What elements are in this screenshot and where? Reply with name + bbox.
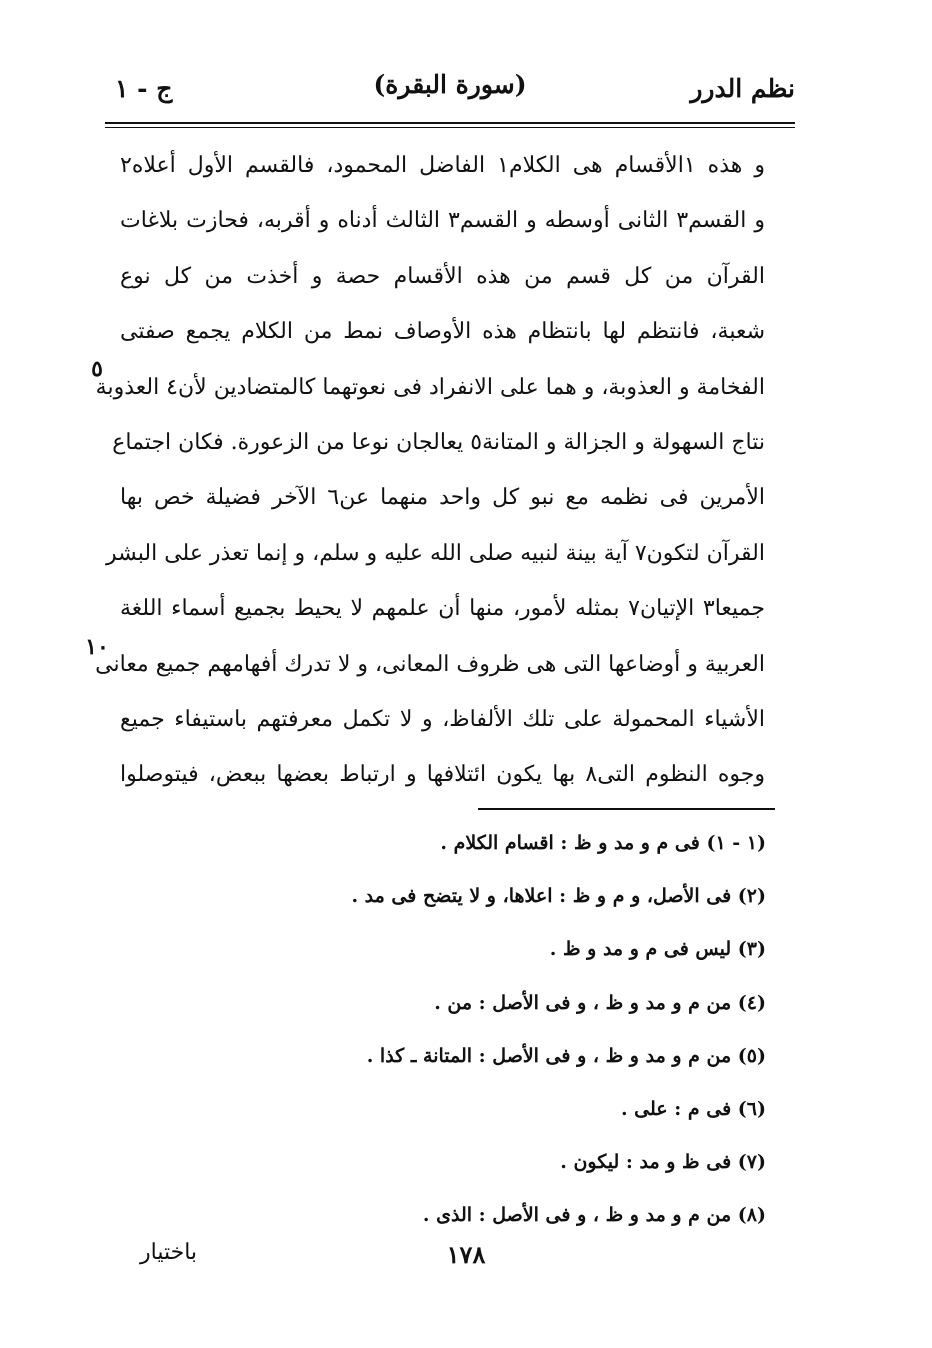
footnote: (٥) من م و مد و ظ ، و فى الأصل : المتانة ـ كذا . <box>366 1044 766 1067</box>
text-line: شعبة، فانتظم لها بانتظام هذه الأوصاف نمط من الكلام يجمع صفتى <box>120 319 765 345</box>
text-line: جميعا٣ الإتيان٧ بمثله لأمور، منها أن علمهم لا يحيط بجميع أسماء اللغة <box>120 596 765 622</box>
text-line: الفخامة و العذوبة، و هما على الانفراد فى نعوتهما كالمتضادين لأن٤ العذوبة <box>95 374 765 400</box>
page-header <box>105 62 795 112</box>
catchword: باختيار <box>140 1240 198 1265</box>
footnote: (٤) من م و مد و ظ ، و فى الأصل : من . <box>434 991 766 1014</box>
text-line: وجوه النظوم التى٨ بها يكون ائتلافها و ارتباط بعضها ببعض، فيتوصلوا <box>120 762 765 788</box>
line-number-10: ١٠ <box>85 634 109 660</box>
header-rule-thick <box>105 122 795 124</box>
text-line: نتاج السهولة و الجزالة و المتانة٥ يعالجان نوعا من الزعورة. فكان اجتماع <box>112 429 765 455</box>
volume-label: ج - ١ <box>115 74 173 103</box>
footnote: (٧) فى ظ و مد : ليكون . <box>560 1151 766 1174</box>
footnote: (٨) من م و مد و ظ ، و فى الأصل : الذى . <box>422 1204 766 1227</box>
footnote: (٣) ليس فى م و مد و ظ . <box>549 938 766 961</box>
text-line: الأمرين فى نظمه مع نبو كل واحد منهما عن٦ الآخر فضيلة خص بها <box>120 485 766 511</box>
line-number-5: ٥ <box>91 356 103 382</box>
text-line: القرآن لتكون٧ آية بينة لنبيه صلى الله عليه و سلم، و إنما تعذر على البشر <box>105 540 765 566</box>
surah-title: (سورة البقرة) <box>373 70 527 99</box>
text-line: الأشياء المحمولة على تلك الألفاظ، و لا تكمل معرفتهم باستيفاء جميع <box>120 706 765 732</box>
header-rule-thin <box>105 127 795 128</box>
text-line: و هذه ١الأقسام هى الكلام١ الفاضل المحمود، فالقسم الأول أعلاه٢ <box>120 153 766 178</box>
text-line: العربية و أوضاعها التى هى ظروف المعانى، و لا تدرك أفهامهم جميع معانى <box>95 651 765 677</box>
footnote-separator <box>478 808 775 810</box>
footnotes <box>166 822 766 1248</box>
book-title: نظم الدرر <box>690 74 795 103</box>
page-number: ١٧٨ <box>446 1240 486 1269</box>
footnote: (٢) فى الأصل، و م و ظ : اعلاها، و لا يتضح فى مد . <box>351 885 766 908</box>
text-line: و القسم٣ الثانى أوسطه و القسم٣ الثالث أدناه و أقربه، فحازت بلاغات <box>120 208 765 234</box>
footnote: (١ - ١) فى م و مد و ظ : اقسام الكلام . <box>440 832 766 854</box>
text-line: القرآن من كل قسم من هذه الأقسام حصة و أخذت من كل نوع <box>120 263 765 289</box>
footnote: (٦) فى م : على . <box>620 1097 766 1120</box>
